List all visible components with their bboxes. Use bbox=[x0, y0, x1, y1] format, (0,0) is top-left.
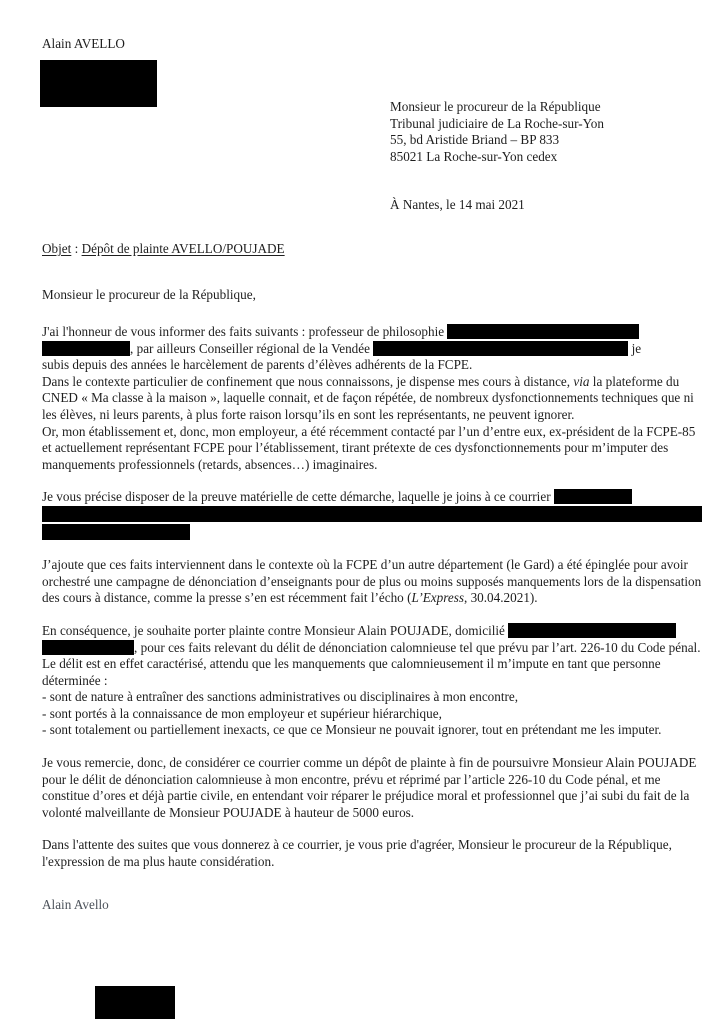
redaction-bar bbox=[42, 640, 134, 655]
salutation: Monsieur le procureur de la République, bbox=[42, 287, 256, 302]
paragraph-intro: J'ai l'honneur de vous informer des faits suivants : professeur de philosophie , par ailleurs Conseiller régional de la Vendée je subis depuis des années le harcèlement de parents d’élèves adhérents de la FCPE. bbox=[42, 324, 642, 373]
subject-text: Dépôt de plainte AVELLO/POUJADE bbox=[81, 241, 285, 256]
paragraph-confinement: Dans le contexte particulier de confinement que nous connaissons, je dispense mes cours à distance, via la plateforme du CNED « Ma classe à la maison », laquelle connait, et de façon répétée, de nombreux dysfonctionnements techniques que ni les élèves, ni leurs parents, à plus forte raison lorsqu’ils en sont les représentants, ne peuvent ignorer. bbox=[42, 373, 694, 422]
paragraph-formule-politesse: Dans l'attente des suites que vous donnerez à ce courrier, je vous prie d'agréer, Monsieur le procureur de la République, l'expression de ma plus haute considération. bbox=[42, 837, 672, 870]
italic-text: via bbox=[573, 373, 590, 389]
sender-address-redaction bbox=[40, 60, 157, 107]
paragraph-etablissement: Or, mon établissement et, donc, mon employeur, a été récemment contacté par l’un d’entre eux, ex-président de la FCPE-85 et actuellement représentant FCPE pour l’établissement, tirant prétexte de ces dysfonctionnements pour m’imputer des manquements professionnels (retards, absences…) imaginaires. bbox=[42, 423, 696, 472]
signature-redaction bbox=[95, 986, 175, 1019]
recipient-address bbox=[390, 99, 604, 165]
italic-text: L’Express bbox=[411, 590, 464, 606]
paragraph-remerciement: Je vous remercie, donc, de considérer ce courrier comme un dépôt de plainte à fin de poursuivre Monsieur Alain POUJADE pour le délit de dénonciation calomnieuse à mon encontre, prévu et réprimé par l’article 226-10 du Code pénal, et me constitue d’ores et déjà partie civile, en entendant voir réparer le préjudice moral et professionnel que j’ai subi du fait de la volonté malveillante de Monsieur POUJADE à hauteur de 5000 euros. bbox=[42, 755, 697, 820]
redaction-bar bbox=[554, 489, 632, 504]
recipient-line: Tribunal judiciaire de La Roche-sur-Yon bbox=[390, 115, 604, 131]
redaction-bar bbox=[42, 524, 190, 540]
redaction-bar bbox=[42, 341, 130, 356]
recipient-line: Monsieur le procureur de la République bbox=[390, 99, 601, 114]
signature-name: Alain Avello bbox=[42, 896, 109, 912]
paragraph-contexte-gard: J’ajoute que ces faits interviennent dans le contexte où la FCPE d’un autre département (le Gard) a été épinglée pour avoir orchestré une campagne de dénonciation d’enseignants pour de plus ou moins supposés manquements lors de la dispensation des cours à distance, comme la presse s’en est récemment fait l’écho (L’Express, 30.04.2021). bbox=[42, 557, 702, 606]
letter-body bbox=[42, 324, 704, 913]
subject-line bbox=[42, 241, 285, 258]
redaction-bar bbox=[508, 623, 676, 638]
subject-colon: : bbox=[71, 241, 82, 256]
paragraph-preuve: Je vous précise disposer de la preuve matérielle de cette démarche, laquelle je joins à ce courrier bbox=[42, 489, 704, 541]
recipient-line: 85021 La Roche-sur-Yon cedex bbox=[390, 148, 558, 164]
dateline: À Nantes, le 14 mai 2021 bbox=[390, 197, 525, 212]
paragraph-plainte: En conséquence, je souhaite porter plainte contre Monsieur Alain POUJADE, domicilié , pour ces faits relevant du délit de dénonciation calomnieuse tel que prévu par l’art. 226-10 du Code pénal. Le délit est en effet caractérisé, attendu que les manquements que calomnieusement il m’impute en tant que personne déterminée : bbox=[42, 622, 701, 688]
redaction-bar bbox=[42, 506, 702, 522]
sender-name: Alain AVELLO bbox=[42, 36, 125, 51]
bullet-sanctions: - sont de nature à entraîner des sanctions administratives ou disciplinaires à mon encontre, bbox=[42, 689, 519, 705]
redaction-bar bbox=[373, 341, 628, 356]
redaction-bar bbox=[447, 324, 639, 339]
bullet-inexacts: - sont totalement ou partiellement inexacts, ce que ce Monsieur ne pouvait ignorer, tout en prétendant me les imputer. bbox=[42, 722, 662, 738]
bullet-connaissance: - sont portés à la connaissance de mon employeur et supérieur hiérarchique, bbox=[42, 705, 442, 721]
subject-label: Objet bbox=[42, 241, 72, 256]
recipient-line: 55, bd Aristide Briand – BP 833 bbox=[390, 132, 560, 148]
